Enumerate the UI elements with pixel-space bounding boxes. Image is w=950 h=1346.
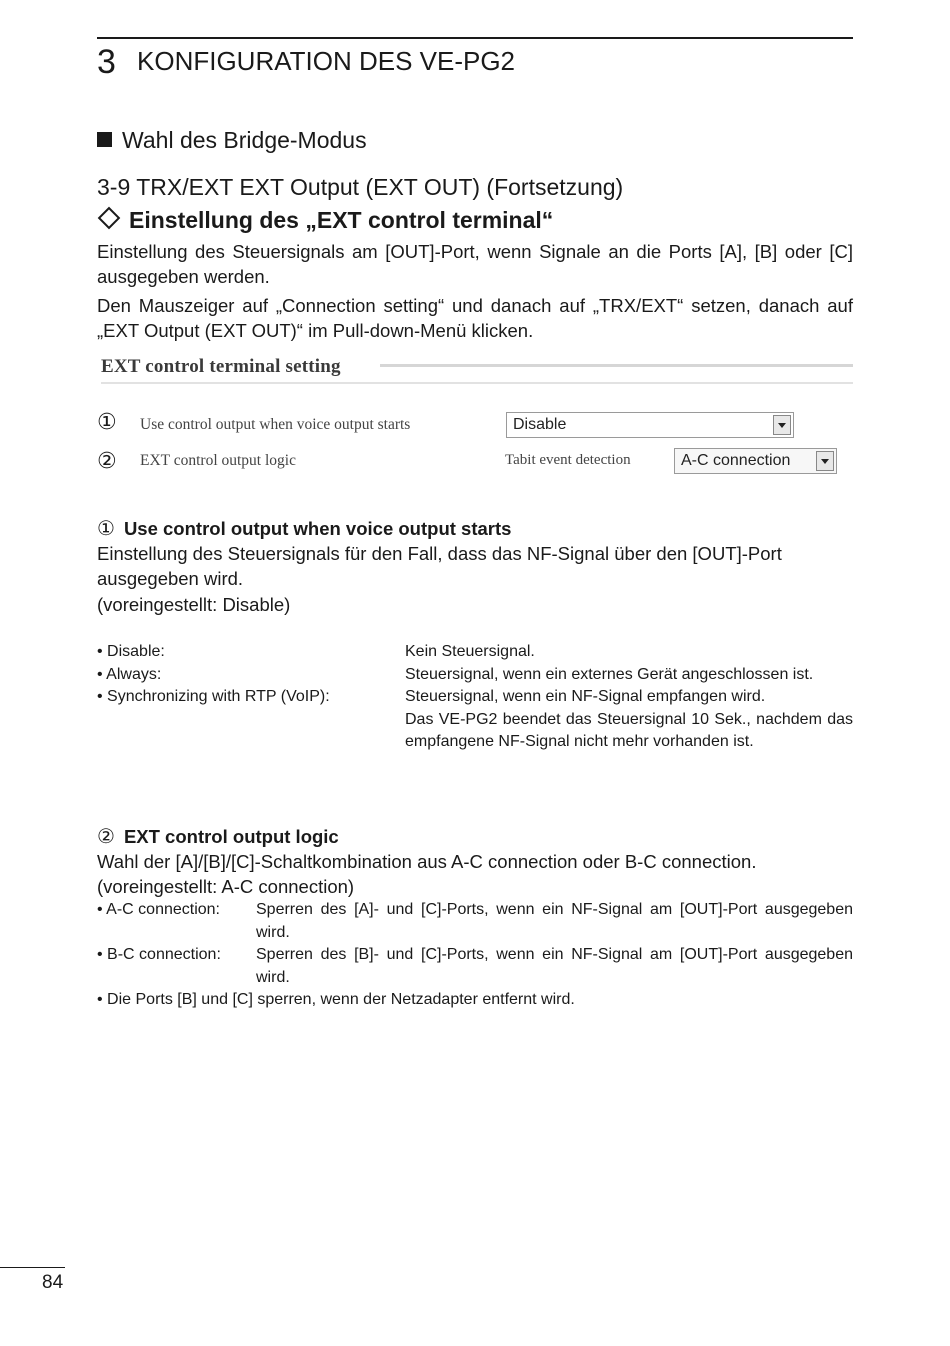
chevron-down-icon[interactable] (816, 451, 834, 471)
footer-rule (0, 1267, 65, 1268)
item-1-default: (voreingestellt: Disable) (97, 594, 291, 615)
setting-label-voice-output: Use control output when voice output starts (140, 416, 411, 433)
intro-paragraph-1: Einstellung des Steuersignals am [OUT]-Port, wenn Signale an die Ports [A], [B] oder [C] ausgegeben werden. (97, 241, 853, 287)
setting-label-output-logic: EXT control output logic (140, 452, 296, 469)
list-item: Das VE-PG2 beendet das Steuersignal 10 Sek., nachdem das empfangene NF-Signal nicht mehr vorhanden ist. (405, 710, 853, 750)
marker-2: ② (97, 448, 117, 473)
item-2-heading: ② EXT control output logic (97, 826, 339, 848)
square-bullet-icon (97, 132, 112, 147)
item-1-heading: ① Use control output when voice output starts (97, 518, 512, 540)
item-2-description: Wahl der [A]/[B]/[C]-Schaltkombination aus A-C connection oder B-C connection. (97, 851, 757, 872)
chapter-title: KONFIGURATION DES VE-PG2 (137, 46, 516, 76)
output-logic-select[interactable]: A-C connection (674, 448, 837, 474)
chevron-down-icon[interactable] (773, 415, 791, 435)
list-item: • Always: Steuersignal, wenn ein externes Gerät angeschlossen ist. (97, 665, 814, 683)
voice-output-select[interactable]: Disable (506, 412, 794, 438)
list-item: • Synchronizing with RTP (VoIP): Steuersignal, wenn ein NF-Signal empfangen wird. (97, 688, 766, 705)
screenshot-title: EXT control terminal setting (101, 356, 341, 377)
subsubsection-title: Einstellung des „EXT control terminal“ (97, 205, 553, 235)
list-item: • B-C connection: Sperren des [B]- und [C]-Ports, wenn ein NF-Signal am [OUT]-Port ausgegeben wird. (97, 946, 853, 986)
chapter-number: 3 (97, 43, 116, 81)
intro-paragraph-2: Den Mauszeiger auf „Connection setting“ und danach auf „TRX/EXT“ setzen, danach auf „EXT Output (EXT OUT)“ im Pull-down-Menü klicken. (97, 295, 853, 341)
section-title: Wahl des Bridge-Modus (97, 125, 367, 155)
subsection-title: 3-9 TRX/EXT EXT Output (EXT OUT) (Fortsetzung) (97, 174, 624, 200)
page-number: 84 (42, 1272, 64, 1293)
diamond-icon (98, 207, 121, 230)
list-item: • A-C connection: Sperren des [A]- und [C]-Ports, wenn ein NF-Signal am [OUT]-Port ausgegeben wird. (97, 901, 853, 941)
marker-1: ① (97, 409, 117, 434)
item-2-default: (voreingestellt: A-C connection) (97, 876, 355, 897)
screenshot-title-bar (380, 364, 853, 367)
setting-sublabel: Tabit event detection (505, 452, 631, 468)
item-1-description: Einstellung des Steuersignals für den Fall, dass das NF-Signal über den [OUT]-Port ausgegeben wird. (97, 543, 782, 589)
list-item: • Disable: Kein Steuersignal. (97, 643, 535, 660)
screenshot-divider (101, 382, 853, 384)
header-rule (97, 37, 853, 39)
item-2-options (97, 899, 853, 1012)
item-1-options (97, 641, 853, 754)
item-2-note: • Die Ports [B] und [C] sperren, wenn der Netzadapter entfernt wird. (97, 991, 575, 1008)
